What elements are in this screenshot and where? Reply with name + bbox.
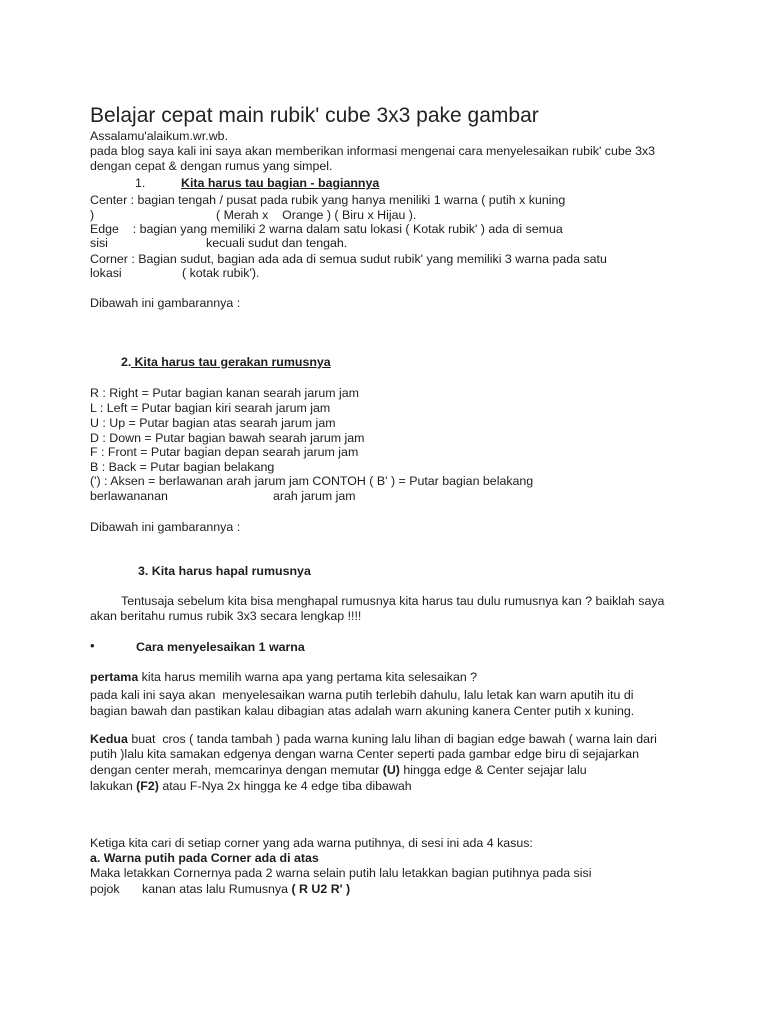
corner-definition: Corner : Bagian sudut, bagian ada ada di semua sudut rubik' yang memiliki 3 warna pada satu — [90, 252, 607, 266]
step-label: pertama — [90, 670, 139, 684]
section-number: 1. — [135, 176, 146, 190]
edge-definition-cont: sisi — [90, 236, 108, 250]
paragraph-line: Tentusaja sebelum kita bisa menghapal rumusnya kita harus tau dulu rumusnya kan ? baiklah saya — [121, 594, 665, 608]
image-caption: Dibawah ini gambarannya : — [90, 296, 241, 310]
case-text — [142, 882, 350, 897]
case-heading: a. Warna putih pada Corner ada di atas — [90, 851, 319, 865]
step-text: bagian bawah dan pastikan kalau dibagian atas adalah warn akuning kanera Center putih x kuning. — [90, 704, 635, 718]
page-title: Belajar cepat main rubik' cube 3x3 pake gambar — [90, 104, 539, 127]
step-text-part: lakukan — [90, 779, 137, 793]
intro-line: dengan cepat & dengan rumus yang simpel. — [90, 159, 333, 173]
image-caption: Dibawah ini gambarannya : — [90, 520, 241, 534]
center-definition-cont: ( Merah x Orange ) ( Biru x Hijau ). — [216, 208, 417, 222]
section-heading: 3. Kita harus hapal rumusnya — [138, 564, 311, 578]
center-definition: Center : bagian tengah / pusat pada rubik yang hanya meniliki 1 warna ( putih x kuning — [90, 193, 566, 207]
intro-line: pada blog saya kali ini saya akan memberikan informasi mengenai cara menyelesaikan rubik' cube 3x3 — [90, 144, 656, 158]
step-text-part: atau F-Nya 2x hingga ke 4 edge tiba dibawah — [158, 779, 412, 793]
move-item: D : Down = Putar bagian bawah searah jarum jam — [90, 431, 365, 445]
move-item: R : Right = Putar bagian kanan searah jarum jam — [90, 386, 359, 400]
step-text-part: hingga edge & Center sejajar lalu — [399, 763, 587, 777]
move-item: L : Left = Putar bagian kiri searah jarum jam — [90, 401, 331, 415]
corner-definition-cont: lokasi — [90, 266, 122, 280]
edge-definition-cont: kecuali sudut dan tengah. — [206, 236, 348, 250]
paragraph-line: akan beritahu rumus rubik 3x3 secara lengkap !!!! — [90, 609, 362, 623]
bullet-heading: Cara menyelesaikan 1 warna — [136, 640, 305, 654]
case-text: pojok — [90, 882, 120, 896]
step-text: putih )lalu kita samakan edgenya dengan warna Center seperti pada gambar edge biru di sejajarkan — [90, 747, 639, 761]
corner-definition-cont: ( kotak rubik'). — [182, 266, 260, 280]
step-kedua — [90, 732, 657, 747]
move-item-cont: berlawananan — [90, 489, 168, 503]
move-item: U : Up = Putar bagian atas searah jarum jam — [90, 416, 336, 430]
step-label: Kedua — [90, 732, 128, 746]
move-item: (') : Aksen = berlawanan arah jarum jam CONTOH ( B' ) = Putar bagian belakang — [90, 474, 534, 488]
step-pertama — [90, 670, 477, 685]
formula: ( R U2 R' ) — [291, 882, 351, 896]
formula: (U) — [382, 763, 400, 777]
case-text: Maka letakkan Cornernya pada 2 warna selain putih lalu letakkan bagian putihnya pada sisi — [90, 866, 592, 880]
formula: (F2) — [136, 779, 159, 793]
move-item: F : Front = Putar bagian depan searah jarum jam — [90, 445, 359, 459]
step-text: pada kali ini saya akan menyelesaikan warna putih terlebih dahulu, lalu letak kan warn aputih itu di — [90, 688, 634, 702]
move-item: B : Back = Putar bagian belakang — [90, 460, 275, 474]
edge-definition: Edge : bagian yang memiliki 2 warna dalam satu lokasi ( Kotak rubik' ) ada di semua — [90, 222, 563, 236]
move-item-cont: arah jarum jam — [273, 489, 356, 503]
step-text: buat cros ( tanda tambah ) pada warna kuning lalu lihan di bagian edge bawah ( warna lain dari — [127, 732, 657, 746]
step-text — [90, 779, 412, 794]
step-text: kita harus memilih warna apa yang pertama kita selesaikan ? — [138, 670, 478, 684]
greeting: Assalamu'alaikum.wr.wb. — [90, 129, 229, 143]
section-heading: Kita harus tau gerakan rumusnya — [131, 355, 331, 369]
bullet-icon: • — [90, 638, 95, 653]
case-text-part: kanan atas lalu Rumusnya — [142, 882, 292, 896]
step-text-part: dengan center merah, memcarinya dengan memutar — [90, 763, 383, 777]
section-heading: Kita harus tau bagian - bagiannya — [181, 176, 380, 190]
step-text — [90, 763, 587, 778]
step-ketiga: Ketiga kita cari di setiap corner yang ada warna putihnya, di sesi ini ada 4 kasus: — [90, 836, 533, 850]
section-number: 2. — [121, 355, 132, 369]
center-definition-cont: ) — [90, 208, 95, 222]
